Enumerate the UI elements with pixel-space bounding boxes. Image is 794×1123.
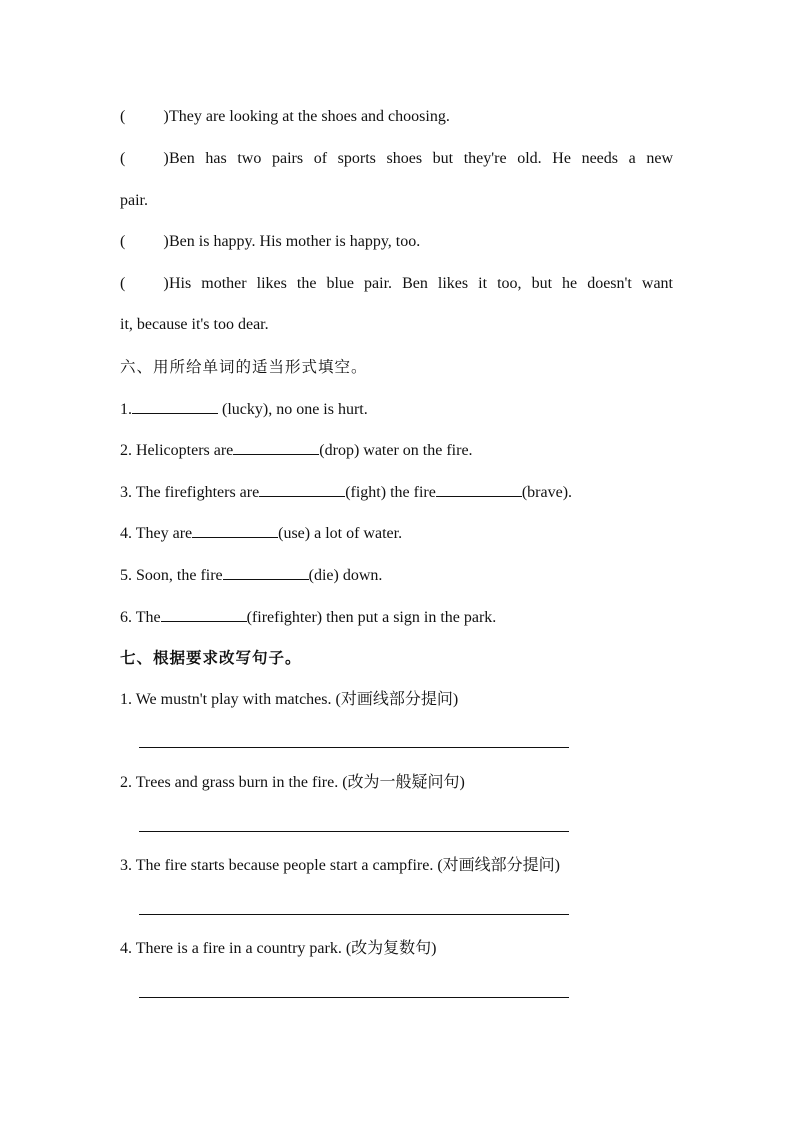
answer-bracket[interactable]: ( ) <box>120 233 169 250</box>
answer-line-2[interactable] <box>139 831 569 832</box>
rewrite-item-4: 4. There is a fire in a country park. (改为复数句) <box>120 940 437 957</box>
fill-blank[interactable] <box>192 523 278 538</box>
fill-blank[interactable] <box>223 565 309 580</box>
fill-blank[interactable] <box>233 440 319 455</box>
fill-item-4: 4. They are (use) a lot of water. <box>120 525 403 542</box>
judgement-item-3 <box>120 232 680 252</box>
answer-line-4[interactable] <box>139 997 569 998</box>
statement-text: They are looking at the shoes and choosing. <box>169 108 450 125</box>
fill-item-5: 5. Soon, the fire (die) down. <box>120 567 383 584</box>
fill-blank[interactable] <box>436 482 522 497</box>
judgement-item-4 <box>120 274 673 294</box>
judgement-item-2 <box>120 149 673 169</box>
judgement-item-4-cont: it, because it's too dear. <box>120 316 269 333</box>
fill-blank[interactable] <box>259 482 345 497</box>
rewrite-item-2: 2. Trees and grass burn in the fire. (改为一般疑问句) <box>120 774 465 791</box>
answer-bracket[interactable]: ( ) <box>120 108 169 125</box>
judgement-item-1 <box>120 107 680 127</box>
answer-line-3[interactable] <box>139 914 569 915</box>
answer-bracket[interactable]: ( ) <box>120 150 169 167</box>
section-7-title: 七、根据要求改写句子。 <box>120 649 302 667</box>
rewrite-item-3: 3. The fire starts because people start a campfire. (对画线部分提问) <box>120 857 561 874</box>
judgement-item-2-cont: pair. <box>120 192 148 209</box>
fill-blank[interactable] <box>161 607 247 622</box>
answer-bracket[interactable]: ( ) <box>120 275 169 292</box>
answer-line-1[interactable] <box>139 747 569 748</box>
fill-item-1: 1. (lucky), no one is hurt. <box>120 401 368 418</box>
statement-text: His mother likes the blue pair. Ben likes it too, but he doesn't want <box>169 275 673 292</box>
fill-item-6: 6. The (firefighter) then put a sign in the park. <box>120 609 497 626</box>
rewrite-item-1: 1. We mustn't play with matches. (对画线部分提问) <box>120 691 459 708</box>
fill-item-3: 3. The firefighters are (fight) the fire (brave). <box>120 484 573 501</box>
statement-text: Ben has two pairs of sports shoes but they're old. He needs a new <box>169 150 673 167</box>
fill-item-2: 2. Helicopters are (drop) water on the fire. <box>120 442 473 459</box>
fill-blank[interactable] <box>132 399 218 414</box>
statement-text: Ben is happy. His mother is happy, too. <box>169 233 421 250</box>
section-6-title: 六、用所给单词的适当形式填空。 <box>120 358 368 376</box>
